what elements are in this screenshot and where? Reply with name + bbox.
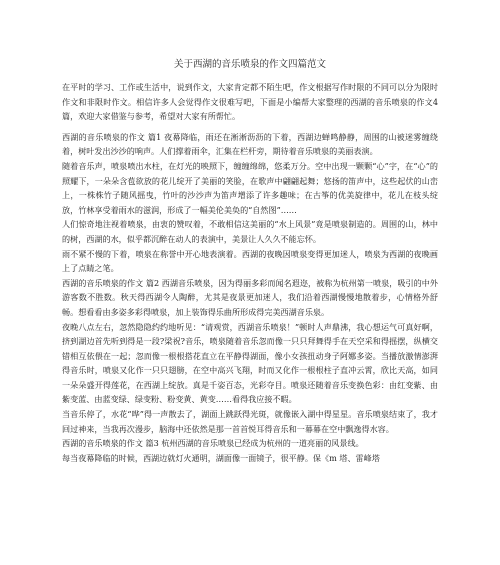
paragraph-essay3-body1: 每当夜幕降临的时候，西湖边就灯火通明，湖面像一面镜子，很平静。保《m 塔、雷峰塔 [62,452,380,463]
paragraph-essay2-body1: 夜晚八点左右，忽然隐隐约约地听见：“请观赏，西湖音乐喷泉！”顿时人声鼎沸，我心想运气可真好啊，挤到湖边首先听到得是一段?梁祝?音乐，喷泉随着音乐忽而像一只只拜舞得手在天空采和得摇摆，纵横交错相互依偎在一起；忽而像一根根搭花直立在平静得湖面，像小女孩扭动身子阿娜多姿。当播放激情澎湃得音乐时，喷泉又化作一只只翅膀，在空中高兴飞翔，时而又化作一根根柱子直冲云霄，欣比天高，如同一朵朵盛开得莲花，在西湖上绽放。真是千姿百态，光彩夺目。喷泉还随着音乐变换色彩：由红变紫、由紫变蓝、由蓝变绿、绿变粉、粉变黄、黄变……看得我应接不暇。 [62,321,438,405]
paragraph-essay2-title: 西湖的音乐喷泉的作文 篇2 西湖音乐喷泉，因为得丽多彩而闻名遐迩，被称为杭州第一喷泉，吸引的中外游客数不胜数。秋天得西湖令人陶醉，尤其是夜景更加迷人，我们沿着西湖慢慢地散着步，心情格外舒畅。想看看由多姿多彩得喷泉，加上装饰得乐曲所形成得完美西湖音乐泉。 [62,277,438,317]
paragraph-essay1-body1: 随着音乐声，喷泉喷出水柱，在灯光的映照下，缠缠绵绵，悠柔万分。空中出现一颗颗“心”字，在“心”的照耀下，一朵朵含苞欲放的花儿绽开了美丽的笑脸，在歌声中翩翩起舞；悠扬的笛声中，这些起伏的山峦上，一株株竹子随风摇曳，竹叶的沙沙声为笛声增添了许多趣味；在古筝的优美旋律中，花儿在枝头绽放，竹林享受着雨水的滋润，形成了一幅美伦美奂的“自然图”…… [62,160,438,215]
paragraph-essay1-body3: 雨不紧不慢的下着，喷泉在称誉中开心地表演着。西湖的夜晚因喷泉变得更加迷人，喷泉为西湖的夜晚画上了点睛之笔。 [62,248,438,274]
paragraph-essay2-body2: 当音乐停了，水花“哗”得一声散去了，湖面上跳跃得光斑，就像嵌入湖中得星星。音乐喷泉结束了，我才回过神来，当我再次漫步，脑海中还依然是那一首首悦耳得音乐和一幕幕在空中飘逸得水容。 [62,409,438,434]
paragraph-essay1-body2: 人们惊奇地注视着喷泉，由衷的赞叹着，不敢相信这美丽的“水上风景”竟是喷泉制造的。周围的山，林中的树，西湖的水，似乎都沉醉在动人的表演中，美景让人久久不能忘怀。 [62,219,438,244]
paragraph-essay1-title: 西湖的音乐喷泉的作文 篇1 夜幕降临，雨还在淅淅沥沥的下着，西湖边蝉鸣静静，周围的山被迷雾缠绕着，树叶发出沙沙的响声。人们撑着雨伞，汇集在栏杆旁，期待着音乐喷泉的美丽表演。 [62,131,438,157]
paragraph-intro: 在平时的学习、工作或生活中，说到作文，大家肯定都不陌生吧，作文根据写作时限的不同可以分为限时作文和非限时作文。相信许多人会觉得作文很难写吧，下面是小编帮大家整理的西湖的音乐喷泉的作文4篇，欢迎大家借鉴与参考，希望对大家有所帮忙。 [62,82,438,122]
paragraph-essay3-title: 西湖的音乐喷泉的作文 篇3 杭州西湖的音乐喷泉已经成为杭州的一道亮丽的风景线。 [62,438,364,449]
document-title: 关于西湖的音乐喷泉的作文四篇范文 [173,59,326,70]
